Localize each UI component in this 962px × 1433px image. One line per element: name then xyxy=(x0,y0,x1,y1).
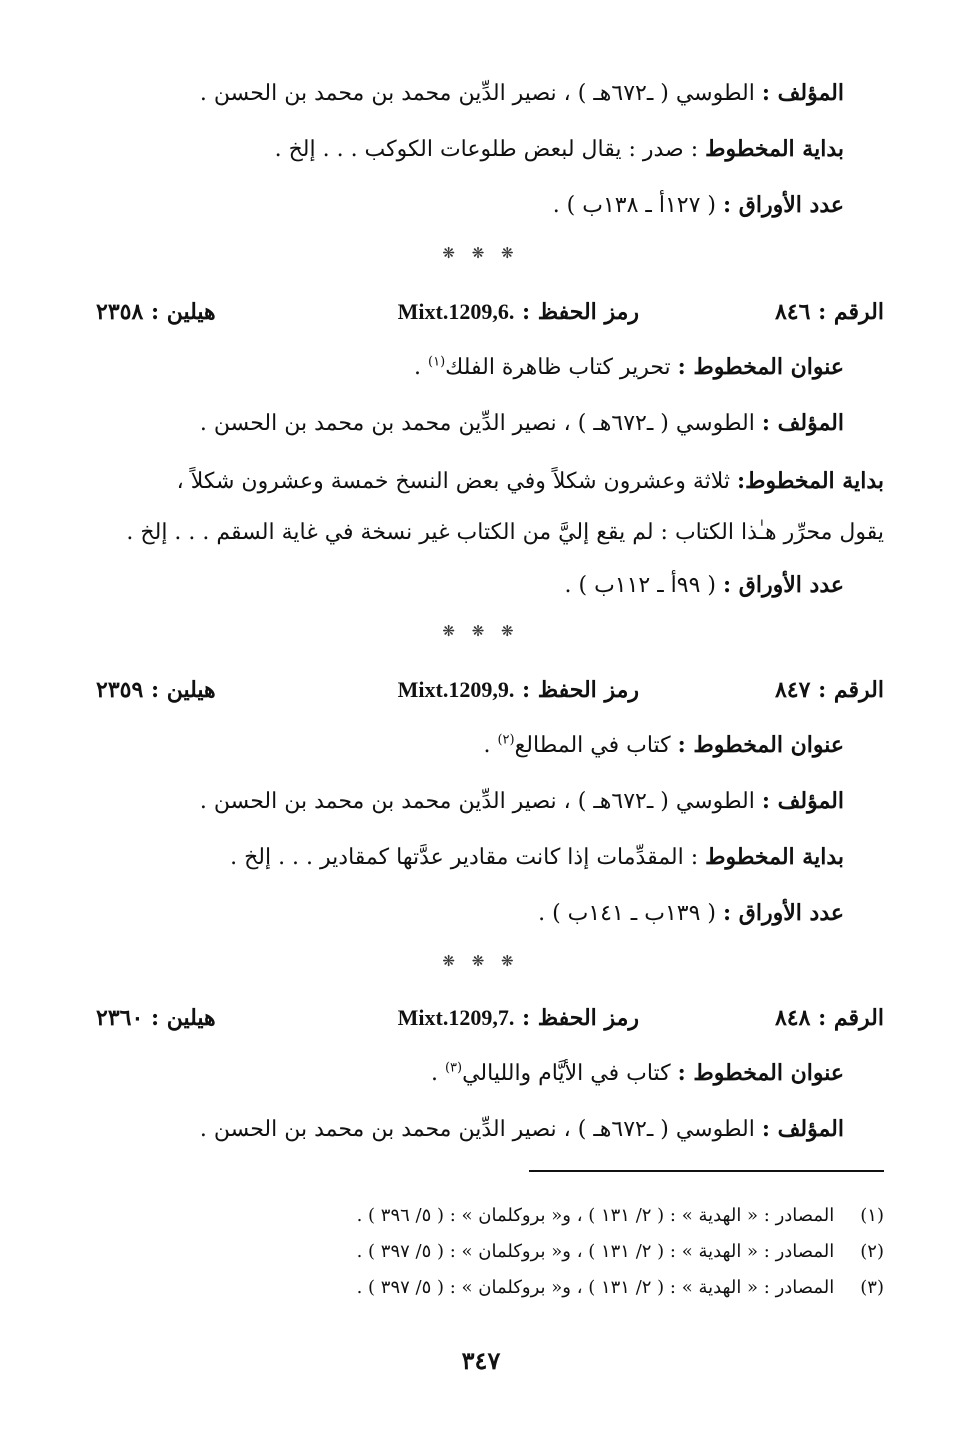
entry-number: الرقم : ٨٤٨ xyxy=(774,1005,884,1031)
author-value: الطوسي ( ـ٦٧٢هـ ) ، نصير الدِّين محمد بن محمد بن الحسن . xyxy=(199,81,755,106)
beginning-label: بداية المخطوط xyxy=(705,136,844,162)
folios-label: عدد الأوراق : xyxy=(723,192,844,218)
title-value: تحرير كتاب ظاهرة الفلك xyxy=(445,355,671,380)
author-label: المؤلف : xyxy=(761,788,844,814)
footnote-number: (١) xyxy=(860,1205,884,1226)
folios-label: عدد الأوراق : xyxy=(723,900,844,926)
footnote-text: المصادر : « الهدية » : ( ٢/ ١٣١ ) ، و« بروكلمان » : ( ٥/ ٣٩٧ ) . xyxy=(356,1277,835,1298)
author-label: المؤلف : xyxy=(761,1116,844,1142)
shelfmark: رمز الحفظ : Mixt.1209,6. xyxy=(397,299,639,325)
beginning-line xyxy=(96,834,844,880)
beginning-value: ثلاثة وعشرون شكلاً وفي بعض النسخ خمسة وعشرون شكلاً ، xyxy=(176,469,731,494)
entry-header xyxy=(96,998,884,1038)
footnote-ref[interactable]: (١) xyxy=(428,354,446,370)
author-label: المؤلف : xyxy=(761,410,844,436)
beginning-label: بداية المخطوط xyxy=(705,844,844,870)
heylin-number: هيلين : ٢٣٥٩ xyxy=(96,677,216,703)
footnote-number: (٢) xyxy=(860,1241,884,1262)
separator-1: ❋ ❋ ❋ xyxy=(442,244,520,262)
folios-value: ( ١٣٩ب ـ ١٤١ب ) . xyxy=(538,901,716,926)
author-line xyxy=(96,400,844,446)
title-line: عنوان المخطوط : تحرير كتاب ظاهرة الفلك$^{(١)}$ . xyxy=(414,354,844,380)
title-value: كتاب في الأيَّام والليالي xyxy=(462,1061,671,1086)
author-line xyxy=(96,1106,844,1152)
author-value: الطوسي ( ـ٦٧٢هـ ) ، نصير الدِّين محمد بن محمد بن الحسن . xyxy=(199,1117,755,1142)
footnote xyxy=(96,1272,884,1304)
entry-header xyxy=(96,670,884,710)
title-label: عنوان المخطوط : xyxy=(677,1060,844,1086)
intro-folios-line xyxy=(96,182,844,228)
shelfmark: رمز الحفظ : Mixt.1209,9. xyxy=(397,677,639,703)
title-value: كتاب في المطالع xyxy=(514,733,671,758)
intro-beginning-line xyxy=(96,126,844,172)
heylin-number: هيلين : ٢٣٦٠ xyxy=(96,1005,216,1031)
footnote-text: المصادر : « الهدية » : ( ٢/ ١٣١ ) ، و« بروكلمان » : ( ٥/ ٣٩٧ ) . xyxy=(356,1241,835,1262)
separator-3: ❋ ❋ ❋ xyxy=(442,952,520,970)
footnote-number: (٣) xyxy=(860,1277,884,1298)
author-label: المؤلف : xyxy=(761,80,844,106)
author-line xyxy=(96,778,844,824)
entry-number: الرقم : ٨٤٦ xyxy=(774,299,884,325)
page-number: ٣٤٧ xyxy=(461,1346,501,1375)
heylin-number: هيلين : ٢٣٥٨ xyxy=(96,299,216,325)
beginning-value: : صدر : يقال لبعض طلوعات الكوكب . . . إلخ . xyxy=(274,137,699,162)
beginning-line-2 xyxy=(80,510,884,556)
beginning-label: بداية المخطوط: xyxy=(737,468,884,494)
footnote-ref[interactable]: (٢) xyxy=(497,732,515,748)
footnote xyxy=(96,1200,884,1232)
folios-line xyxy=(96,562,844,608)
title-line: عنوان المخطوط : كتاب في الأيَّام والليالي$^{(٣)}$ . xyxy=(430,1060,844,1086)
author-value: الطوسي ( ـ٦٧٢هـ ) ، نصير الدِّين محمد بن محمد بن الحسن . xyxy=(199,411,755,436)
folios-line xyxy=(96,890,844,936)
title-line: عنوان المخطوط : كتاب في المطالع$^{(٢)}$ . xyxy=(483,732,844,758)
footnote-divider xyxy=(529,1170,884,1172)
author-value: الطوسي ( ـ٦٧٢هـ ) ، نصير الدِّين محمد بن محمد بن الحسن . xyxy=(199,789,755,814)
footnote-text: المصادر : « الهدية » : ( ٢/ ١٣١ ) ، و« بروكلمان » : ( ٥/ ٣٩٦ ) . xyxy=(356,1205,835,1226)
folios-value: ( ١٢٧أ ـ ١٣٨ب ) . xyxy=(552,193,716,218)
separator-2: ❋ ❋ ❋ xyxy=(442,622,520,640)
footnote xyxy=(96,1236,884,1268)
folios-label: عدد الأوراق : xyxy=(723,572,844,598)
entry-header xyxy=(96,292,884,332)
shelfmark: رمز الحفظ : Mixt.1209,7. xyxy=(397,1005,639,1031)
beginning-value: : المقدِّمات إذا كانت مقادير عدَّتها كمقادير . . . إلخ . xyxy=(230,845,699,870)
title-label: عنوان المخطوط : xyxy=(677,354,844,380)
entry-number: الرقم : ٨٤٧ xyxy=(774,677,884,703)
title-label: عنوان المخطوط : xyxy=(677,732,844,758)
footnote-ref[interactable]: (٣) xyxy=(444,1060,463,1076)
beginning-line xyxy=(80,458,884,504)
beginning-value-2: يقول محرِّر هـٰذا الكتاب : لم يقع إليَّ من الكتاب غير نسخة في غاية السقم . . . إلخ . xyxy=(126,520,884,545)
intro-author-line xyxy=(96,70,844,116)
folios-value: ( ٩٩أ ـ ١١٢ب ) . xyxy=(564,573,716,598)
